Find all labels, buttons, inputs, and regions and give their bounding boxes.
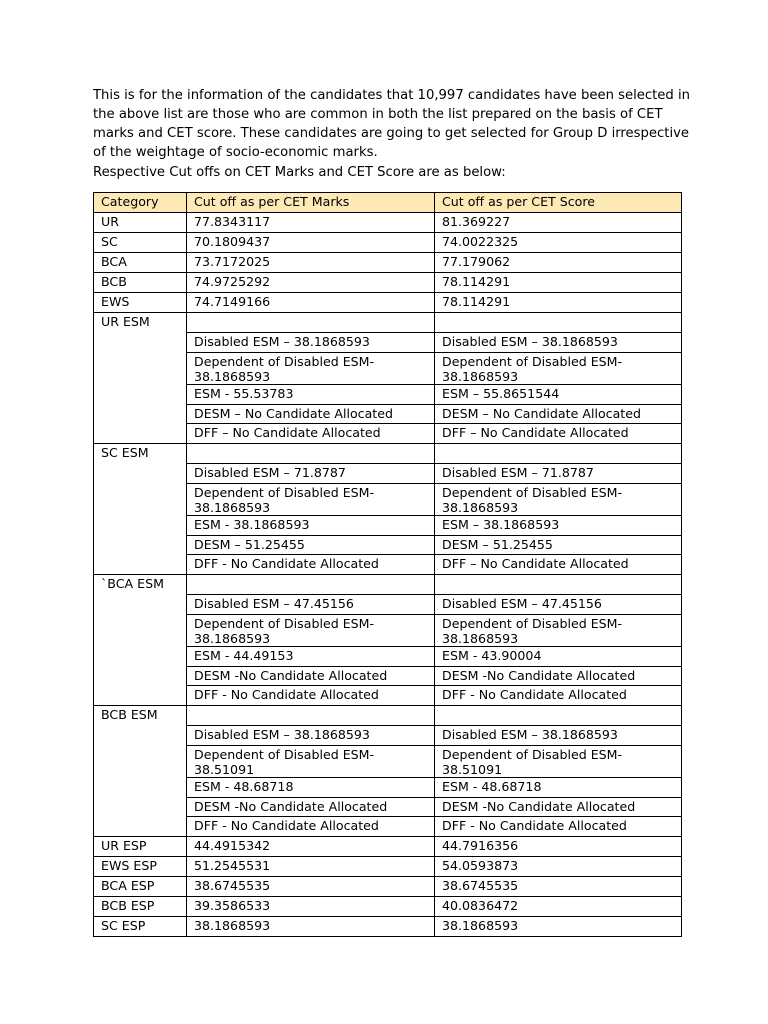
cet-marks-cell: 38.6745535 bbox=[187, 877, 435, 897]
cet-marks-cell: Dependent of Disabled ESM-38.51091 bbox=[187, 746, 435, 778]
cet-score-cell: Disabled ESM – 38.1868593 bbox=[435, 726, 682, 746]
cet-marks-cell: Disabled ESM – 71.8787 bbox=[187, 464, 435, 484]
cet-score-cell: DESM -No Candidate Allocated bbox=[435, 798, 682, 817]
category-cell: SC ESP bbox=[94, 917, 187, 937]
cet-score-cell: Disabled ESM – 38.1868593 bbox=[435, 333, 682, 353]
table-row bbox=[94, 897, 682, 917]
empty-cell bbox=[187, 313, 435, 333]
category-cell: EWS ESP bbox=[94, 857, 187, 877]
cet-marks-cell: 38.1868593 bbox=[187, 917, 435, 937]
cet-marks-cell: ESM - 55.53783 bbox=[187, 385, 435, 405]
empty-cell bbox=[435, 444, 682, 464]
empty-cell bbox=[187, 575, 435, 595]
header-cet-marks: Cut off as per CET Marks bbox=[187, 193, 435, 213]
cet-score-cell: 78.114291 bbox=[435, 273, 682, 293]
cet-score-cell: 78.114291 bbox=[435, 293, 682, 313]
cet-marks-cell: 44.4915342 bbox=[187, 837, 435, 857]
esm-category-cell: `BCA ESM bbox=[94, 575, 187, 706]
table-row bbox=[94, 837, 682, 857]
table-row bbox=[94, 917, 682, 937]
intro-paragraph: This is for the information of the candidates that 10,997 candidates have been selected in the above list are those who are common in both the list prepared on the basis of CET marks and CET score. These candidates are going to get selected for Group D irrespective of the weightage of socio-economic marks. bbox=[93, 88, 690, 160]
cet-marks-cell: Dependent of Disabled ESM-38.1868593 bbox=[187, 353, 435, 385]
cet-score-cell: ESM - 43.90004 bbox=[435, 647, 682, 667]
cet-marks-cell: Dependent of Disabled ESM-38.1868593 bbox=[187, 615, 435, 647]
cet-score-cell: 74.0022325 bbox=[435, 233, 682, 253]
cet-score-cell: 81.369227 bbox=[435, 213, 682, 233]
cet-marks-cell: 77.8343117 bbox=[187, 213, 435, 233]
table-row bbox=[94, 877, 682, 897]
cet-score-cell: DFF - No Candidate Allocated bbox=[435, 817, 682, 837]
esm-group-row bbox=[94, 706, 682, 726]
cet-marks-cell: Dependent of Disabled ESM-38.1868593 bbox=[187, 484, 435, 516]
category-cell: EWS bbox=[94, 293, 187, 313]
category-cell: BCB ESP bbox=[94, 897, 187, 917]
cet-marks-cell: DFF – No Candidate Allocated bbox=[187, 424, 435, 444]
esm-group-row bbox=[94, 313, 682, 333]
table-header-row bbox=[94, 193, 682, 213]
table-row bbox=[94, 213, 682, 233]
cet-marks-cell: DESM – No Candidate Allocated bbox=[187, 405, 435, 424]
table-body bbox=[94, 213, 682, 937]
cet-score-cell: DFF – No Candidate Allocated bbox=[435, 424, 682, 444]
empty-cell bbox=[435, 313, 682, 333]
cet-score-cell: DESM -No Candidate Allocated bbox=[435, 667, 682, 686]
cet-score-cell: 38.6745535 bbox=[435, 877, 682, 897]
empty-cell bbox=[187, 706, 435, 726]
table-row bbox=[94, 857, 682, 877]
cet-score-cell: Disabled ESM – 71.8787 bbox=[435, 464, 682, 484]
cet-score-cell: DFF - No Candidate Allocated bbox=[435, 686, 682, 706]
cet-score-cell: Disabled ESM – 47.45156 bbox=[435, 595, 682, 615]
cet-marks-cell: DFF - No Candidate Allocated bbox=[187, 555, 435, 575]
cet-score-cell: 40.0836472 bbox=[435, 897, 682, 917]
category-cell: BCA bbox=[94, 253, 187, 273]
empty-cell bbox=[435, 706, 682, 726]
cet-marks-cell: Disabled ESM – 38.1868593 bbox=[187, 726, 435, 746]
cet-marks-cell: 51.2545531 bbox=[187, 857, 435, 877]
cet-marks-cell: Disabled ESM – 47.45156 bbox=[187, 595, 435, 615]
cet-marks-cell: DFF - No Candidate Allocated bbox=[187, 686, 435, 706]
cet-marks-cell: DFF - No Candidate Allocated bbox=[187, 817, 435, 837]
empty-cell bbox=[187, 444, 435, 464]
cet-score-cell: DESM – No Candidate Allocated bbox=[435, 405, 682, 424]
cet-marks-cell: DESM -No Candidate Allocated bbox=[187, 667, 435, 686]
table-row bbox=[94, 253, 682, 273]
header-category: Category bbox=[94, 193, 187, 213]
empty-cell bbox=[435, 575, 682, 595]
category-cell: BCB bbox=[94, 273, 187, 293]
esm-group-row bbox=[94, 444, 682, 464]
cet-marks-cell: DESM -No Candidate Allocated bbox=[187, 798, 435, 817]
header-cet-score: Cut off as per CET Score bbox=[435, 193, 682, 213]
cet-marks-cell: Disabled ESM – 38.1868593 bbox=[187, 333, 435, 353]
table-row bbox=[94, 233, 682, 253]
cet-score-cell: DESM – 51.25455 bbox=[435, 536, 682, 555]
cet-score-cell: 44.7916356 bbox=[435, 837, 682, 857]
cet-score-cell: Dependent of Disabled ESM-38.1868593 bbox=[435, 484, 682, 516]
category-cell: UR ESP bbox=[94, 837, 187, 857]
cet-marks-cell: 74.9725292 bbox=[187, 273, 435, 293]
category-cell: SC bbox=[94, 233, 187, 253]
cet-score-cell: Dependent of Disabled ESM-38.51091 bbox=[435, 746, 682, 778]
esm-group-row bbox=[94, 575, 682, 595]
esm-category-cell: SC ESM bbox=[94, 444, 187, 575]
cet-marks-cell: 74.7149166 bbox=[187, 293, 435, 313]
cet-score-cell: 77.179062 bbox=[435, 253, 682, 273]
cet-marks-cell: ESM - 44.49153 bbox=[187, 647, 435, 667]
cet-marks-cell: ESM - 48.68718 bbox=[187, 778, 435, 798]
cet-score-cell: 38.1868593 bbox=[435, 917, 682, 937]
cet-score-cell: ESM - 48.68718 bbox=[435, 778, 682, 798]
cutoff-table bbox=[93, 192, 682, 937]
cet-score-cell: DFF – No Candidate Allocated bbox=[435, 555, 682, 575]
cutoff-lead-text: Respective Cut offs on CET Marks and CET Score are as below: bbox=[93, 165, 506, 180]
cet-marks-cell: DESM – 51.25455 bbox=[187, 536, 435, 555]
cet-score-cell: ESM – 38.1868593 bbox=[435, 516, 682, 536]
cet-score-cell: Dependent of Disabled ESM-38.1868593 bbox=[435, 615, 682, 647]
cet-marks-cell: 39.3586533 bbox=[187, 897, 435, 917]
cet-marks-cell: 73.7172025 bbox=[187, 253, 435, 273]
category-cell: BCA ESP bbox=[94, 877, 187, 897]
esm-category-cell: UR ESM bbox=[94, 313, 187, 444]
cet-marks-cell: 70.1809437 bbox=[187, 233, 435, 253]
table-row bbox=[94, 273, 682, 293]
cet-marks-cell: ESM - 38.1868593 bbox=[187, 516, 435, 536]
cet-score-cell: 54.0593873 bbox=[435, 857, 682, 877]
esm-category-cell: BCB ESM bbox=[94, 706, 187, 837]
category-cell: UR bbox=[94, 213, 187, 233]
cet-score-cell: Dependent of Disabled ESM-38.1868593 bbox=[435, 353, 682, 385]
table-row bbox=[94, 293, 682, 313]
cet-score-cell: ESM – 55.8651544 bbox=[435, 385, 682, 405]
